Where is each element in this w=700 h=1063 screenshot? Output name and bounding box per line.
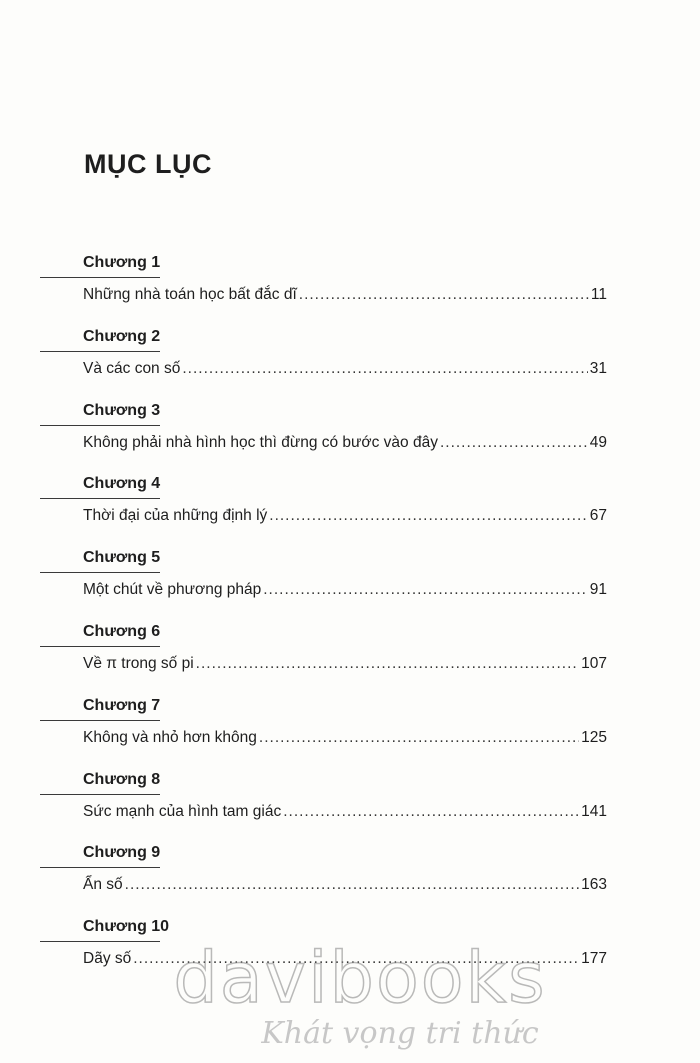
dot-leader — [299, 285, 589, 305]
chapter-heading: Chương 2 — [83, 327, 161, 345]
chapter-divider — [40, 720, 160, 721]
toc-chapter-1 — [0, 250, 700, 324]
dot-leader — [182, 359, 587, 379]
entry-title: Một chút về phương pháp — [83, 581, 262, 599]
chapter-heading: Chương 10 — [83, 918, 170, 936]
toc-entry[interactable] — [83, 654, 607, 674]
toc-chapter-10 — [0, 914, 700, 988]
page-number: 107 — [581, 654, 607, 672]
toc-chapter-4 — [0, 471, 700, 545]
chapter-divider — [40, 941, 160, 942]
page-number: 91 — [589, 581, 607, 599]
dot-leader — [259, 728, 579, 748]
toc-entry[interactable] — [83, 433, 607, 453]
entry-title: Về π trong số pi — [83, 654, 194, 672]
chapter-heading: Chương 9 — [83, 844, 161, 862]
chapter-divider — [40, 277, 160, 278]
dot-leader — [269, 506, 587, 526]
toc-chapter-2 — [0, 324, 700, 398]
entry-title: Không và nhỏ hơn không — [83, 728, 257, 746]
toc-chapter-9 — [0, 840, 700, 914]
chapter-divider — [40, 794, 160, 795]
toc-chapter-3 — [0, 398, 700, 472]
dot-leader — [263, 580, 588, 600]
dot-leader — [440, 433, 588, 453]
watermark-brand: davibooks — [173, 937, 547, 1019]
watermark-tagline: Khát vọng tri thức — [261, 1016, 539, 1051]
toc-entry[interactable] — [83, 506, 607, 526]
chapter-heading: Chương 6 — [83, 622, 161, 640]
entry-title: Những nhà toán học bất đắc dĩ — [83, 286, 297, 303]
toc-entry[interactable] — [83, 285, 607, 305]
page-number: 177 — [581, 950, 607, 968]
toc-entry[interactable] — [83, 802, 607, 822]
page-number: 49 — [589, 433, 607, 451]
toc-entry[interactable] — [83, 359, 607, 379]
dot-leader — [125, 875, 579, 895]
entry-title: Thời đại của những định lý — [83, 507, 268, 525]
chapter-heading: Chương 7 — [83, 696, 161, 714]
dot-leader — [133, 949, 579, 969]
page-number: 67 — [589, 507, 607, 525]
chapter-heading: Chương 8 — [83, 770, 161, 788]
toc-entry[interactable] — [83, 728, 607, 748]
chapter-heading: Chương 1 — [83, 254, 161, 271]
chapter-divider — [40, 425, 160, 426]
toc-entry[interactable] — [83, 875, 607, 895]
entry-title: Và các con số — [83, 359, 181, 377]
chapter-divider — [40, 646, 160, 647]
toc-chapter-6 — [0, 619, 700, 693]
dot-leader — [283, 802, 579, 822]
page-title: MỤC LỤC — [84, 149, 212, 179]
chapter-divider — [40, 351, 160, 352]
page-number: 141 — [581, 802, 607, 820]
entry-title: Không phải nhà hình học thì đừng có bước vào đây — [83, 433, 438, 451]
entry-title: Sức mạnh của hình tam giác — [83, 802, 282, 820]
toc-chapter-8 — [0, 767, 700, 841]
toc-chapter-7 — [0, 693, 700, 767]
chapter-divider — [40, 572, 160, 573]
chapter-heading: Chương 5 — [83, 549, 161, 567]
page-number: 125 — [581, 728, 607, 746]
dot-leader — [196, 654, 579, 674]
page-number: 31 — [589, 359, 607, 377]
toc-entry[interactable] — [83, 949, 607, 969]
table-of-contents — [0, 250, 700, 988]
entry-title: Ẩn số — [83, 876, 123, 894]
toc-chapter-5 — [0, 545, 700, 619]
entry-title: Dãy số — [83, 950, 132, 968]
page-number: 11 — [590, 286, 607, 303]
toc-entry[interactable] — [83, 580, 607, 600]
chapter-divider — [40, 867, 160, 868]
chapter-heading: Chương 4 — [83, 475, 161, 493]
chapter-heading: Chương 3 — [83, 401, 161, 419]
page-number: 163 — [581, 876, 607, 894]
chapter-divider — [40, 498, 160, 499]
